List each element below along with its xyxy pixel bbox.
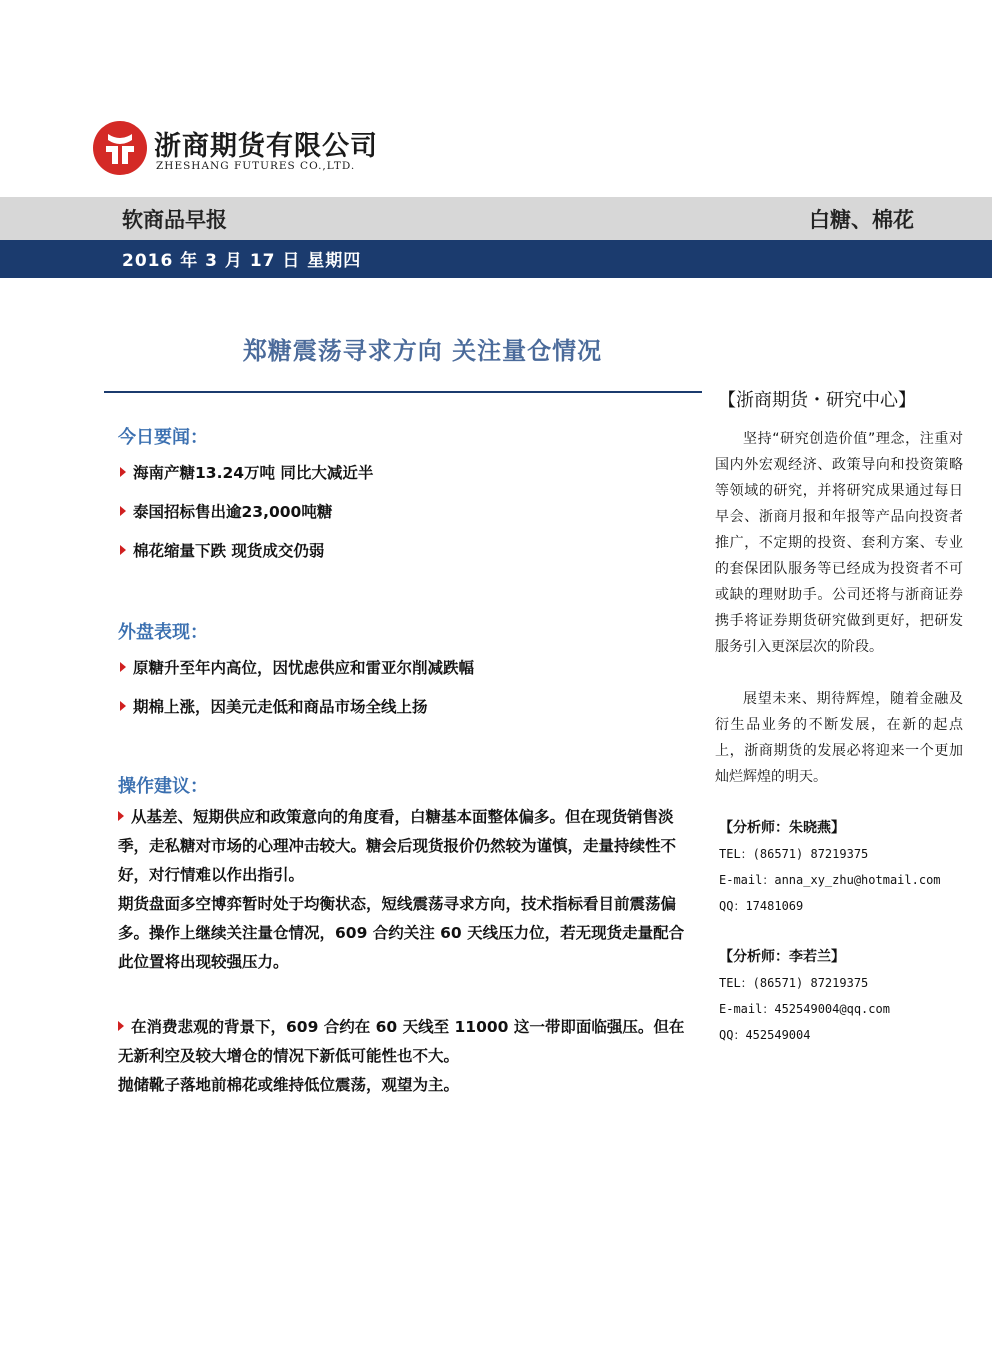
external-item: 原糖升至年内高位，因忧虑供应和雷亚尔削减跌幅 bbox=[120, 656, 474, 678]
bullet-triangle-icon bbox=[120, 545, 126, 555]
analyst-qq: QQ：452549004 bbox=[719, 1028, 811, 1042]
bullet-triangle-icon bbox=[120, 467, 126, 477]
external-section-title: 外盘表现： bbox=[118, 622, 208, 643]
headline-divider bbox=[104, 391, 702, 393]
external-item: 期棉上涨，因美元走低和商品市场全线上扬 bbox=[120, 695, 428, 717]
bullet-triangle-icon bbox=[118, 811, 124, 821]
report-headline: 郑糖震荡寻求方向 关注量仓情况 bbox=[242, 337, 603, 365]
research-center-title: 【浙商期货・研究中心】 bbox=[718, 390, 916, 411]
advice-cotton-paragraph: 在消费悲观的背景下，609 合约在 60 天线至 11000 这一带即面临强压。但在无新利空及较大增仓的情况下新低可能性也不大。 抛储靴子落地前棉花或维持低位震荡，观望为主。 bbox=[118, 1018, 685, 1094]
date-band bbox=[0, 240, 992, 278]
advice-sugar-paragraph: 从基差、短期供应和政策意向的角度看，白糖基本面整体偏多。但在现货销售淡季，走私糖对市场的心理冲击较大。糖会后现货报价仍然较为谨慎，走量持续性不好，对行情难以作出指引。 期货盘面多空博弈暂时处于均衡状态，短线震荡寻求方向，技术指标看目前震荡偏多。操作上继续关注量仓情况，609 合约关注 60 天线压力位，若无现货走量配合此位置将出现较强压力。 bbox=[118, 808, 685, 971]
news-item: 泰国招标售出逾23,000吨糖 bbox=[120, 500, 332, 522]
company-name-cn: 浙商期货有限公司 bbox=[154, 131, 378, 162]
advice-section-title: 操作建议： bbox=[118, 776, 208, 797]
research-center-intro: 坚持“研究创造价值”理念，注重对国内外宏观经济、政策导向和投资策略等领域的研究，并将研究成果通过每日早会、浙商月报和年报等产品向投资者推广，不定期的投资、套利方案、专业的套保团队服务等已经成为投资者不可或缺的理财助手。公司还将与浙商证券携手将证券期货研究做到更好，把研发服务引入更深层次的阶段。 bbox=[715, 431, 963, 655]
report-type-band bbox=[0, 197, 992, 240]
company-name-en: ZHESHANG FUTURES CO.,LTD. bbox=[156, 160, 356, 172]
analyst-name: 【分析师：朱晓燕】 bbox=[719, 820, 845, 836]
analyst-card bbox=[719, 815, 941, 919]
bullet-triangle-icon bbox=[120, 701, 126, 711]
zheshang-logo-icon bbox=[92, 120, 148, 176]
analyst-name: 【分析师：李若兰】 bbox=[719, 949, 845, 965]
analyst-email: E-mail：anna_xy_zhu@hotmail.com bbox=[719, 873, 941, 887]
bullet-triangle-icon bbox=[120, 662, 126, 672]
news-section-title: 今日要闻： bbox=[118, 427, 208, 448]
research-center-outlook: 展望未来、期待辉煌，随着金融及衍生品业务的不断发展，在新的起点上，浙商期货的发展必将迎来一个更加灿烂辉煌的明天。 bbox=[715, 691, 963, 785]
analyst-card bbox=[719, 944, 890, 1048]
news-item: 海南产糖13.24万吨 同比大减近半 bbox=[120, 461, 373, 483]
analyst-email: E-mail：452549004@qq.com bbox=[719, 1002, 890, 1016]
analyst-tel: TEL：(86571) 87219375 bbox=[719, 847, 869, 861]
bullet-triangle-icon bbox=[120, 506, 126, 516]
bullet-triangle-icon bbox=[118, 1021, 124, 1031]
analyst-tel: TEL：(86571) 87219375 bbox=[719, 976, 869, 990]
news-item: 棉花缩量下跌 现货成交仍弱 bbox=[120, 539, 324, 561]
report-type: 软商品早报 bbox=[122, 208, 227, 232]
commodities-label: 白糖、棉花 bbox=[809, 208, 914, 232]
report-date: 2016 年 3 月 17 日 星期四 bbox=[122, 251, 362, 271]
analyst-qq: QQ：17481069 bbox=[719, 899, 804, 913]
company-logo bbox=[92, 120, 382, 184]
